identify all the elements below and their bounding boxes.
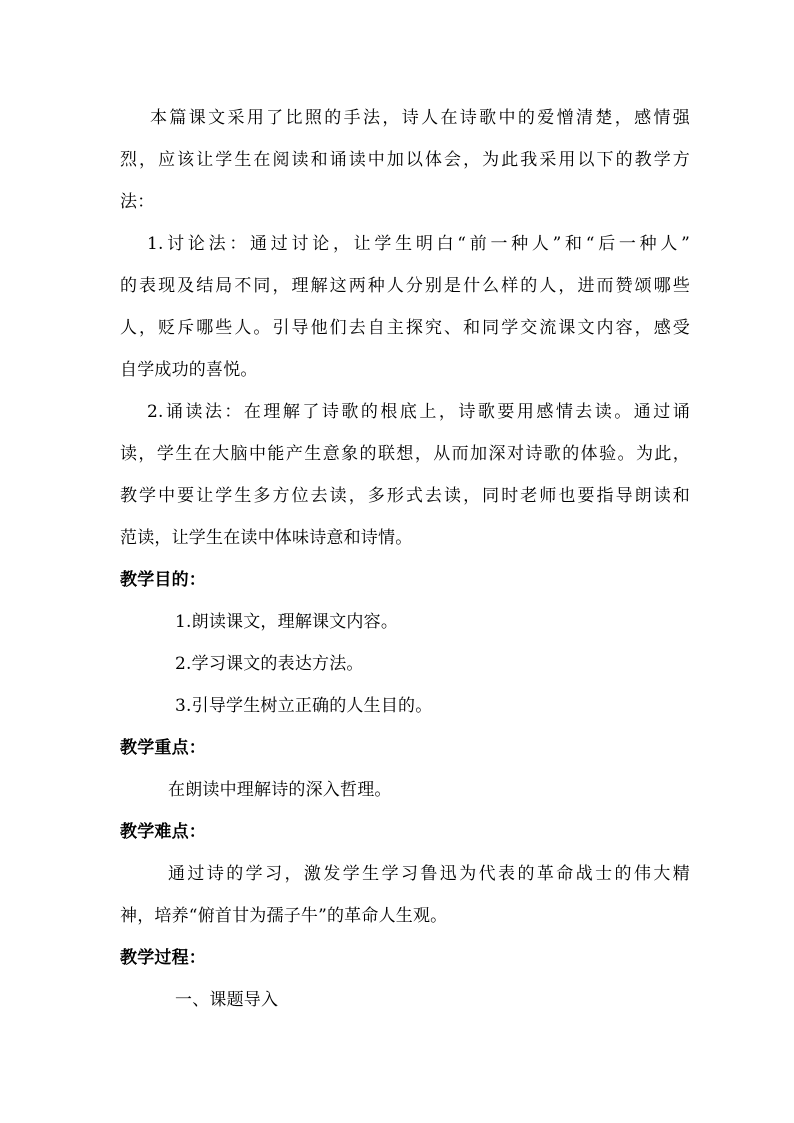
intro-line-2: 烈，应该让学生在阅读和诵读中加以体会，为此我采用以下的教学方 [120,150,690,170]
key-points-heading: 教学重点： [120,738,206,758]
process-heading: 教学过程： [120,948,206,968]
difficulties-line-2: 神，培养“俯首甘为孺子牛”的革命人生观。 [120,906,448,926]
goal-item-1: 1.朗读课文，理解课文内容。 [175,612,399,632]
difficulties-heading: 教学难点： [120,822,206,842]
method1-line-3: 人，贬斥哪些人。引导他们去自主探究、和同学交流课文内容，感受 [120,318,690,338]
intro-line-3: 法： [120,192,155,212]
intro-line-1: 本篇课文采用了比照的手法，诗人在诗歌中的爱憎清楚，感情强 [150,108,690,128]
goal-item-3: 3.引导学生树立正确的人生目的。 [175,696,433,716]
method2-line-1: 2.诵读法：在理解了诗歌的根底上，诗歌要用感情去读。通过诵 [147,402,690,422]
key-points-text: 在朗读中理解诗的深入哲理。 [168,780,392,800]
difficulties-line-1: 通过诗的学习，激发学生学习鲁迅为代表的革命战士的伟大精 [168,864,690,884]
method2-line-4: 范读，让学生在读中体味诗意和诗情。 [120,528,413,548]
method1-line-2: 的表现及结局不同，理解这两种人分别是什么样的人，进而赞颂哪些 [120,276,690,296]
method2-line-2: 读，学生在大脑中能产生意象的联想，从而加深对诗歌的体验。为此， [120,444,690,464]
goal-item-2: 2.学习课文的表达方法。 [175,654,364,674]
method2-line-3: 教学中要让学生多方位去读，多形式去读，同时老师也要指导朗读和 [120,486,690,506]
method1-line-4: 自学成功的喜悦。 [120,360,258,380]
method1-line-1: 1.讨论法：通过讨论，让学生明白“前一种人”和“后一种人” [147,234,690,254]
goals-heading: 教学目的： [120,570,206,590]
process-step-1: 一、课题导入 [175,990,279,1010]
